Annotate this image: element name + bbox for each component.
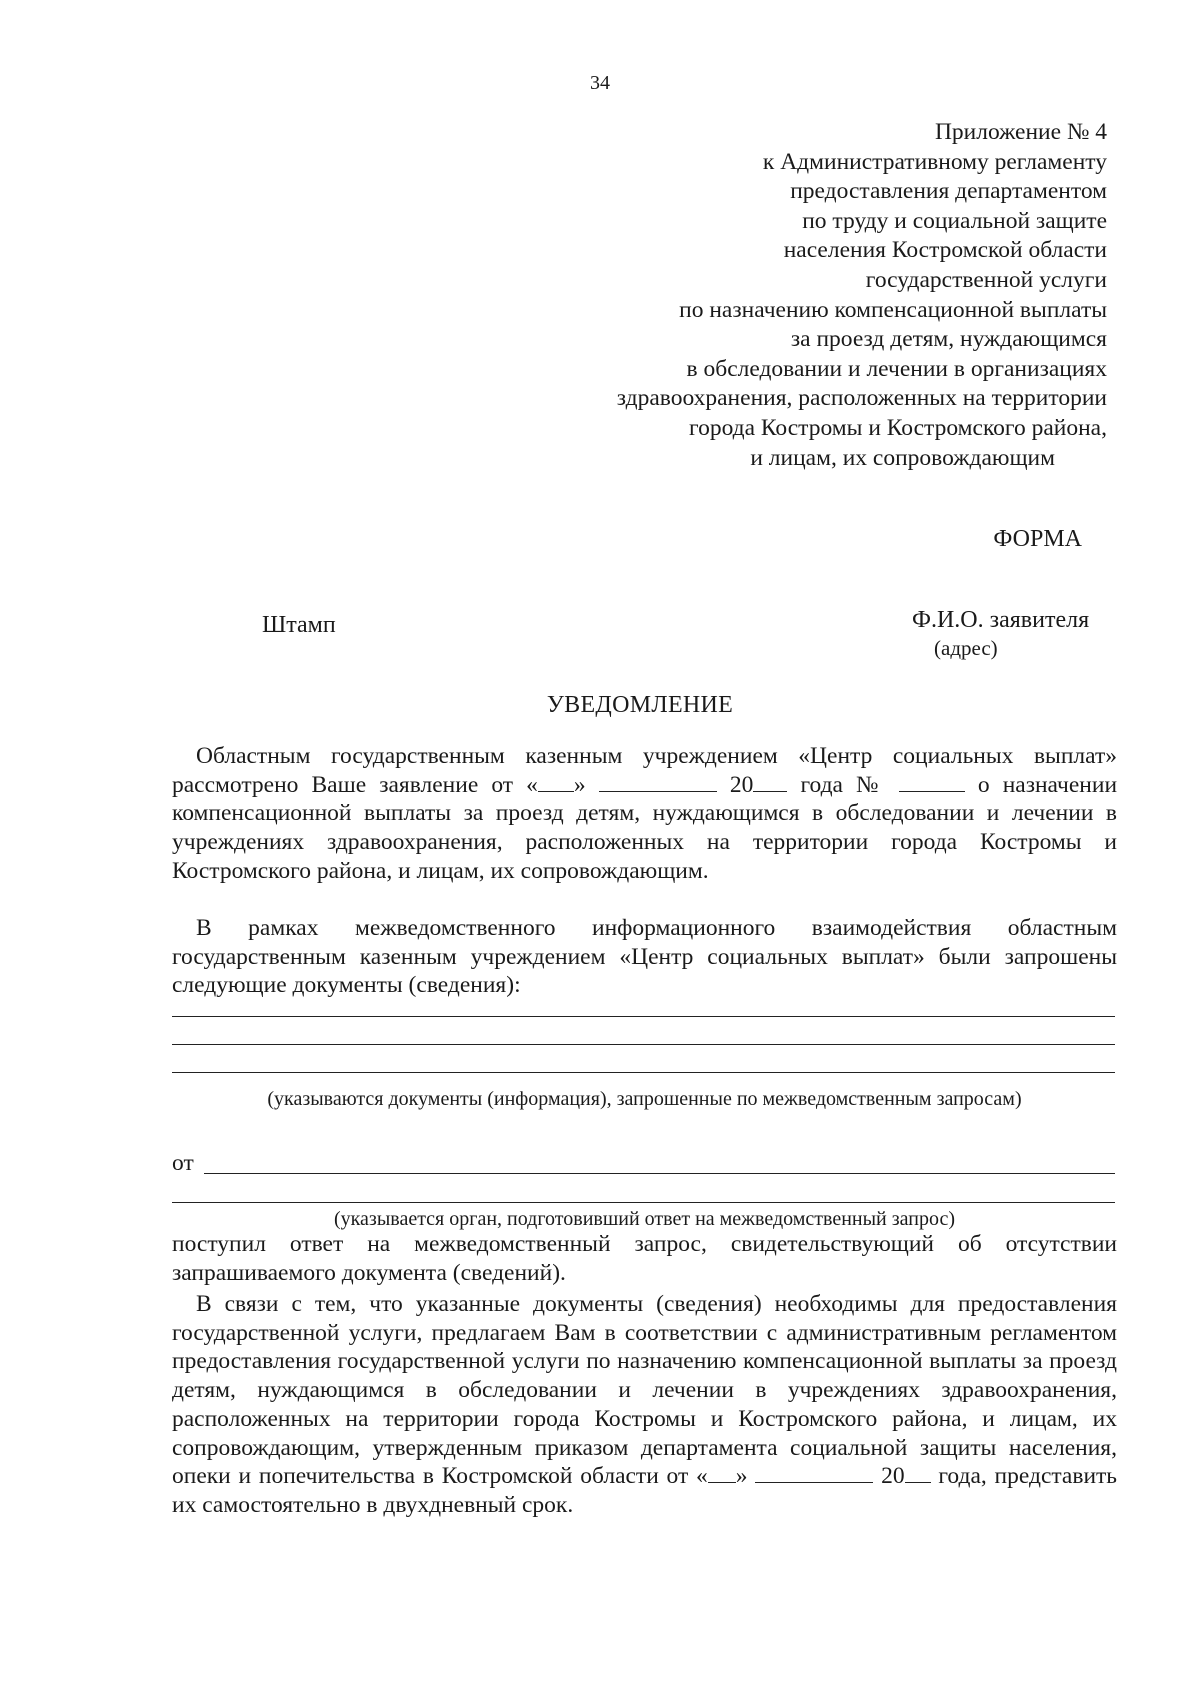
para4-text-a: В связи с тем, что указанные документы (сведения) необходимы для предоставления государственной услуги, предлагаем Вам в соответствии с административным регламентом предоставления государственной услуги по назначению компенсационной выплаты за проезд детям, нуждающимся в обследовании и лечении в учреждениях здравоохранения, расположенных на территории города Костромы и Костромского района, и лицам, их сопровождающим, утвержденным приказом департамента социальной защиты населения, опеки и попечительства в Костромской области от « [172,1291,1117,1490]
from-label: от [172,1150,194,1176]
documents-fill-line [172,1016,1115,1017]
day-blank [538,771,574,792]
para4-text-c: года, представить их самостоятельно в двухдневный срок. [172,1463,1118,1518]
para1-text-a: Областным государственным казенным учреждением «Центр социальных выплат» рассмотрено Ваше заявление от « [172,743,1117,798]
stamp-placeholder: Штамп [262,612,336,638]
appendix-header [547,118,1107,473]
appendix-line: в обследовании и лечении в организациях [686,355,1107,382]
paragraph-request-documents [172,1290,1117,1520]
appendix-line: государственной услуги [865,266,1107,293]
applicant-address-label: (адрес) [934,636,998,660]
order-year-blank [905,1462,931,1483]
appendix-line: здравоохранения, расположенных на территории [616,385,1107,412]
para3-text: поступил ответ на межведомственный запрос, свидетельствующий об отсутствии запрашиваемого документа (сведений). [172,1231,1117,1286]
appendix-line: города Костромы и Костромского района, [689,414,1107,441]
appendix-line: населения Костромской области [783,237,1107,264]
paragraph-review [172,742,1117,886]
para1-number-label: года № [800,771,886,798]
appendix-line: и лицам, их сопровождающим [750,444,1055,471]
appendix-line: Приложение № 4 [934,119,1107,145]
appendix-line: по назначению компенсационной выплаты [679,296,1107,323]
authority-fill-line [204,1173,1115,1174]
order-month-blank [755,1462,873,1483]
document-title [0,692,1200,719]
documents-fill-line [172,1044,1115,1045]
authority-fill-line [172,1202,1115,1203]
para2-text: В рамках межведомственного информационного взаимодействия областным государственным казенным учреждением «Центр социальных выплат» были запрошены следующие документы (сведения): [172,915,1117,999]
para1-text-c: о назначении компенсационной выплаты за проезд детям, нуждающимся в обследовании и лечении в учреждениях здравоохранения, расположенных на территории города Костромы и Костромского района, и лицам, их сопровождающим. [172,771,1118,884]
order-day-blank [708,1462,736,1483]
para1-year-prefix: 20 [729,771,754,798]
para4-text-b: » [735,1463,748,1490]
paragraph-requests [172,914,1117,1000]
authority-caption: (указывается орган, подготовивший ответ на межведомственный запрос) [333,1208,956,1230]
page-number: 34 [590,72,610,94]
appendix-line: к Административному регламенту [762,148,1107,175]
form-label: ФОРМА [993,526,1082,552]
applicant-name-label: Ф.И.О. заявителя [912,607,1090,633]
document-title-text: УВЕДОМЛЕНИЕ [546,692,734,718]
para1-text-b: » [573,771,586,798]
para4-year-prefix: 20 [881,1463,905,1490]
number-blank [899,771,965,792]
paragraph-response [172,1230,1117,1287]
year-blank [753,771,787,792]
appendix-line: по труду и социальной защите [802,207,1107,234]
month-blank [599,771,717,792]
appendix-line: за проезд детям, нуждающимся [790,326,1107,353]
documents-caption: (указываются документы (информация), запрошенные по межведомственным запросам) [267,1088,1022,1110]
appendix-line: предоставления департаментом [790,178,1107,205]
applicant-block [912,606,1089,662]
documents-fill-line [172,1072,1115,1073]
